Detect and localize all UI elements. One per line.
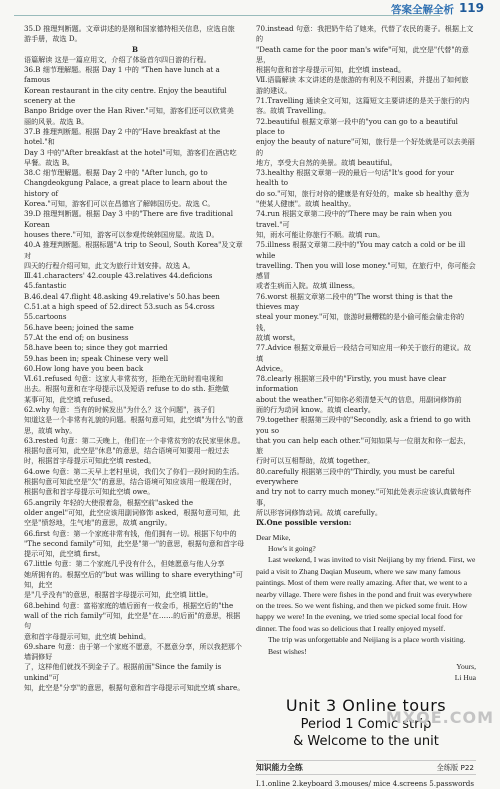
letter-closing: Best wishes! bbox=[268, 646, 307, 656]
text-line: 40.A 推理判断题。根据标题"A trip to Seoul, South Korea"及文章对 bbox=[24, 240, 243, 260]
watermark-logo: MXQE.COM bbox=[385, 708, 494, 727]
text-line: Korea."可知，游客们可以在昌德宫了解韩国历史。故选 C。 bbox=[24, 199, 215, 209]
text-line: 69.share 句意：由于第一个家庭不愿意，不愿意分享，所以我把那个墙洞修好 bbox=[24, 641, 242, 662]
section-band bbox=[256, 760, 476, 775]
text-line: 63.rested 句意：第二天晚上，他们在一个非常贫穷的农民家里休息。 bbox=[24, 435, 245, 445]
text-line: Ⅶ.语篇解读 本文讲述的是旅游的有利及不利因素，并提出了如何旅 bbox=[256, 75, 469, 85]
header-rule bbox=[14, 15, 440, 16]
text-line: older angel"可知，此空应该用副词修饰 asked，根据句意可知，此 bbox=[24, 507, 241, 517]
text-line: Banpo Bridge over the Han River."可知，游客们还可以欣赏美 bbox=[24, 106, 234, 116]
text-line: 游的建议。 bbox=[256, 85, 292, 95]
text-line: and try not to carry much money."可知此处表示应该认真做每件事， bbox=[256, 487, 472, 507]
text-line: 64.owe 句意：第二天早上老村里说，我们欠了你们一段时间的生活。 bbox=[24, 466, 244, 476]
text-line: Korean restaurant in the city centre. Enjoy the beautiful scenery at the bbox=[24, 85, 227, 106]
text-line: 72.beautiful 根据文章第一段中的"you can go to a beautiful place to bbox=[256, 116, 458, 136]
text-line: 行时可以互相帮助，故填 together。 bbox=[256, 456, 375, 466]
text-line: 76.worst 根据文章第二段中的"The worst thing is that the thieves may bbox=[256, 291, 453, 312]
text-line: 62.why 句意：当有的时候发出"为什么？这个问题"，孩子们 bbox=[24, 404, 215, 414]
text-line: "Death came for the poor man's wife"可知，此空是"代替"的意思， bbox=[256, 44, 469, 64]
left-column bbox=[24, 24, 246, 693]
text-line: 意和首字母提示可知，此空填 behind。 bbox=[24, 631, 151, 641]
text-line: 65.angrily 年轻的大使很着急，根据空前"asked the bbox=[24, 497, 194, 507]
text-line: 68.behind 句意：富裕家庭的墙后面有一枚金币，根据空后的"the bbox=[24, 600, 234, 610]
page-number: 119 bbox=[458, 1, 484, 15]
text-line: 某事可知，此空填 refused。 bbox=[24, 394, 118, 404]
text-line: 39.D 推理判断题。根据 Day 3 中的"There are five traditional Korean bbox=[24, 209, 233, 229]
text-line: wall of the rich family"可知，此空是"在……的后面"的意思，根据句 bbox=[24, 610, 241, 631]
text-line: Ⅵ.61.refused 句意：这家人非常贫穷，拒绝在无助时看电视和 bbox=[24, 374, 224, 384]
text-line: 她所拥有的。根据空后的"but was willing to share everything"可知，此空 bbox=[24, 569, 243, 590]
text-line: 游手册，故选 D。 bbox=[24, 34, 82, 44]
text-line: 36.B 细节理解题。根据 Day 1 中的 "Then have lunch at a famous bbox=[24, 65, 220, 85]
text-line: Changdeokgung Palace, a great place to learn about the history of bbox=[24, 178, 228, 198]
text-line: about the weather."可知你必须清楚天气的信息，用副词修饰前 bbox=[256, 394, 462, 404]
letter-opening: How's it going? bbox=[268, 543, 316, 553]
text-line: 丽的风景。故选 B。 bbox=[24, 116, 89, 126]
period-title: Period 1 Comic strip bbox=[300, 716, 432, 732]
text-line: 根据句意和首字母提示可知，此空填 instead。 bbox=[256, 65, 406, 75]
text-line: 根据句意可知此空是"欠"的意思，结合语境可知应该用一般现在时， bbox=[24, 477, 237, 487]
text-line: 75.illness 根据文章第二段中的"You may catch a cold or be ill while bbox=[256, 240, 466, 260]
text-line: 73.healthy 根据文章第一段的最后一句话"It's good for your health to bbox=[256, 168, 454, 188]
text-line: 37.B 推理判断题。根据 Day 2 中的"Have breakfast at the hotel."和 bbox=[24, 126, 221, 147]
text-line: 所以形容词修饰动词。故填 carefully。 bbox=[256, 507, 383, 517]
text-line: 70.instead 句意：我把奶牛给了她来，代替了农民的妻子。根据上文的 bbox=[256, 24, 474, 44]
sample-letter bbox=[256, 532, 476, 684]
text-line: 语篇解读 这是一篇应用文，介绍了体验首尔四日游的行程。 bbox=[24, 54, 211, 64]
text-line: 57.At the end of; on business bbox=[24, 332, 129, 342]
text-line: 容。故填 Travelling。 bbox=[256, 106, 331, 116]
section-ref: 全练版 P22 bbox=[436, 762, 474, 772]
text-line: that you can help each other."可知如果与一位朋友和你一起去，旅 bbox=[256, 435, 471, 456]
text-line: 79.together 根据第三段中的"Secondly, ask a friend to go with you so bbox=[256, 415, 471, 435]
text-line: 71.Travelling 通读全文可知，这篇短文主要讲述的是关于旅行的内 bbox=[256, 96, 470, 106]
text-line: 35.D 推理判断题。文章讲述的是刚和国家德特相关信息，应选自旅 bbox=[24, 24, 235, 33]
version-heading: Ⅸ.One possible version: bbox=[256, 518, 352, 528]
text-line: 空是"愤怒地，生气地"的意思，故填 angrily。 bbox=[24, 518, 172, 528]
text-line: 根据句意可知，此空是"休息"的意思，结合语境可知要用一般过去 bbox=[24, 446, 230, 456]
text-line: B.46.deal 47.flight 48.asking 49.relative's 50.has been bbox=[24, 291, 220, 301]
text-line: 了，这样他们就找不到金子了。根据前面"Since the family is unkind"可 bbox=[24, 662, 222, 682]
text-line: 知，雨水可能让你旅行不顺。故填 run。 bbox=[256, 229, 385, 239]
text-line: 80.carefully 根据第三段中的"Thirdly, you must be careful everywhere bbox=[256, 466, 455, 487]
text-line: houses there."可知，游客可以参观传统韩国房屋。故选 D。 bbox=[24, 229, 219, 239]
text-line: enjoy the beauty of nature"可知，旅行是一个好处就是可以去美丽的 bbox=[256, 137, 475, 157]
text-line: "The second family"可知，此空是"第一"的意思，根据句意和首字母 bbox=[24, 538, 245, 548]
text-line: 知道这是一个非常有礼貌的问题。根据句意可知，此空填"为什么"的意思，故填 why。 bbox=[24, 415, 244, 435]
welcome-title: & Welcome to the unit bbox=[293, 733, 439, 749]
text-line: C.51.at a high speed of 52.direct 53.such as 54.cross 55.cartoons bbox=[24, 302, 215, 322]
section-heading: B bbox=[132, 44, 138, 54]
header-title: 答案全解全析 bbox=[391, 4, 454, 16]
text-line: 是"几乎没有"的意思，根据首字母提示可知，此空填 little。 bbox=[24, 590, 213, 600]
text-line: 67.little 句意：第二个家庭几乎没有什么，但她愿意与他人分享 bbox=[24, 559, 225, 569]
text-line: Ⅲ.41.characters' 42.couple 43.relatives 44.deficions 45.fantastic bbox=[24, 271, 213, 291]
text-line: 60.How long have you been back bbox=[24, 363, 144, 373]
text-line: 知，此空是"分享"的意思，根据句意和首字母提示可知此空填 share。 bbox=[24, 683, 245, 692]
text-line: "使某人健康"。故填 healthy。 bbox=[256, 199, 356, 209]
text-line: steal your money."可知，旅游时最糟糕的是小偷可能会偷走你的钱， bbox=[256, 312, 465, 332]
text-line: 78.clearly 根据第三段中的"Firstly, you must have clear information bbox=[256, 374, 447, 394]
text-line: 根据句意和首字母提示可知此空填 owe。 bbox=[24, 487, 155, 497]
text-line: 56.have been; joined the same bbox=[24, 322, 134, 332]
text-line: 58.have been to; since they got married bbox=[24, 343, 168, 353]
text-line: 时，根据首字母提示可知此空填 rested。 bbox=[24, 456, 156, 466]
text-line: 故填 worst。 bbox=[256, 332, 300, 342]
answer-line: Ⅰ.1.online 2.keyboard 3.mouses/ mice 4.screens 5.passwords bbox=[256, 778, 474, 788]
text-line: 66.first 句意：第一个家庭非常有钱，他们拥有一切。根据下句中的 bbox=[24, 528, 237, 538]
text-line: 或者生病而入院。故填 illness。 bbox=[256, 281, 360, 291]
text-line: 出去。根据句意和在字母提示以及短语 refuse to do sth. 拒绝做 bbox=[24, 384, 230, 394]
text-line: 早餐。故选 B。 bbox=[24, 157, 75, 167]
letter-salutation: Dear Mike, bbox=[256, 532, 291, 542]
text-line: 77.Advice 根据文章最后一段结合可知应用一种关于旅行的建议。故填 bbox=[256, 343, 471, 363]
right-column bbox=[256, 24, 476, 789]
text-line: 59.has been in; speak Chinese very well bbox=[24, 353, 169, 363]
text-line: 地方，享受大自然的美景。故填 beautiful。 bbox=[256, 157, 397, 167]
letter-signoff: Yours, bbox=[456, 662, 476, 672]
text-line: Advice。 bbox=[256, 363, 288, 373]
text-line: travelling. Then you will lose money."可知，在旅行中，你可能会感冒 bbox=[256, 260, 476, 281]
text-line: 四天的行程介绍可知，此文为旅行计划安排。故选 A。 bbox=[24, 260, 195, 270]
text-line: Day 3 中的"After breakfast at the hotel"可知，游客们在酒店吃 bbox=[24, 147, 237, 157]
letter-name: Li Hua bbox=[454, 673, 476, 683]
letter-paragraph: The trip was unforgettable and Neijiang is a place worth visiting. bbox=[268, 635, 466, 645]
unit-title: Unit 3 Online tours bbox=[285, 695, 447, 715]
section-label: 知识能力全练 bbox=[256, 762, 303, 772]
text-line: do so."可知，旅行对你的健康是有好处的，make sb healthy 意为 bbox=[256, 188, 470, 198]
text-line: 提示可知，此空填 first。 bbox=[24, 549, 105, 559]
text-line: 面的行为动词 know。故填 clearly。 bbox=[256, 404, 375, 414]
letter-paragraph: Last weekend, I was invited to visit Neijiang by my friend. First, we paid a visit to Zhang Daqian Museum, where we saw many famous paintings. Most of them were really amazing. After that, we went to a nearby village. There were fishes in the pond and fruit was everywhere on the trees. So we went fishing, and then we picked some fruit. How happy we were! In the evening, we tried some special local food for dinner. The food was so delicious that I really enjoyed myself. bbox=[256, 555, 476, 633]
page-header bbox=[0, 0, 500, 20]
text-line: 38.C 细节理解题。根据 Day 2 中的 "After lunch, go to bbox=[24, 168, 208, 178]
text-line: 74.run 根据文章第二段中的"There may be rain when you travel."可 bbox=[256, 209, 452, 229]
